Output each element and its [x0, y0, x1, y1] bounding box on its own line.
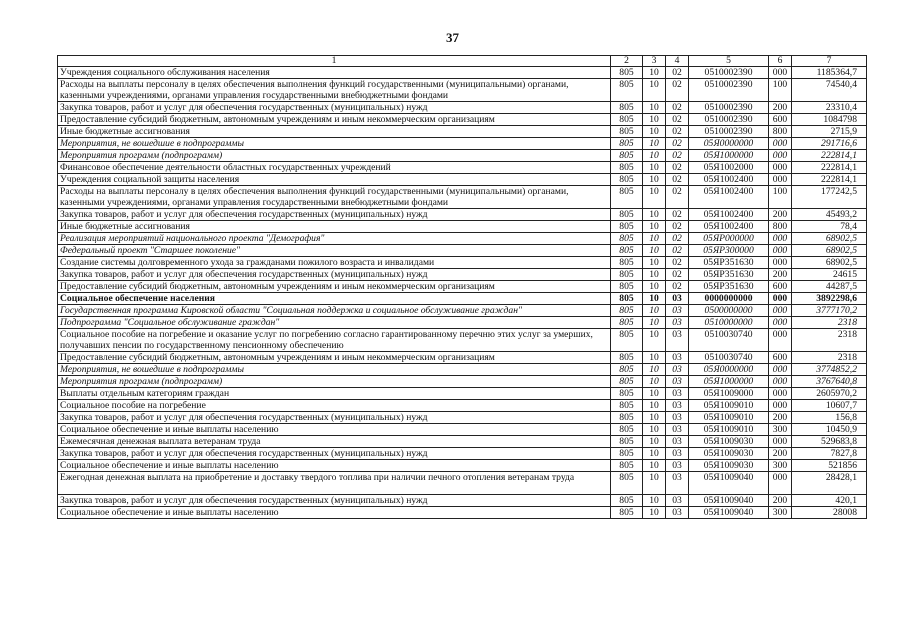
row-target-article: 05Я1009000 [689, 388, 769, 400]
row-subsection: 02 [666, 79, 689, 102]
row-section: 10 [643, 376, 666, 388]
row-ministry-code: 805 [611, 114, 643, 126]
row-expense-type: 200 [769, 495, 792, 507]
row-name: Подпрограмма "Социальное обслуживание граждан" [58, 317, 611, 329]
row-target-article: 05Я1002400 [689, 221, 769, 233]
row-section: 10 [643, 472, 666, 495]
row-ministry-code: 805 [611, 388, 643, 400]
row-expense-type: 200 [769, 209, 792, 221]
row-amount: 1084798 [792, 114, 867, 126]
row-subsection: 02 [666, 102, 689, 114]
row-target-article: 05Я1002400 [689, 186, 769, 209]
row-name: Учреждения социальной защиты населения [58, 174, 611, 186]
row-expense-type: 000 [769, 162, 792, 174]
row-section: 10 [643, 281, 666, 293]
row-expense-type: 000 [769, 376, 792, 388]
row-ministry-code: 805 [611, 138, 643, 150]
row-target-article: 05ЯP300000 [689, 245, 769, 257]
row-target-article: 05Я1009030 [689, 436, 769, 448]
row-ministry-code: 805 [611, 364, 643, 376]
table-row [58, 138, 867, 150]
row-ministry-code: 805 [611, 150, 643, 162]
row-target-article: 05Я1009040 [689, 507, 769, 519]
row-subsection: 03 [666, 352, 689, 364]
table-row [58, 281, 867, 293]
row-ministry-code: 805 [611, 221, 643, 233]
row-section: 10 [643, 317, 666, 329]
row-expense-type: 000 [769, 400, 792, 412]
table-row [58, 233, 867, 245]
row-subsection: 03 [666, 412, 689, 424]
row-subsection: 02 [666, 114, 689, 126]
row-subsection: 02 [666, 221, 689, 233]
row-name: Предоставление субсидий бюджетным, автономным учреждениям и иным некоммерческим организациям [58, 114, 611, 126]
row-subsection: 02 [666, 186, 689, 209]
row-target-article: 05Я1002400 [689, 209, 769, 221]
row-expense-type: 000 [769, 388, 792, 400]
row-amount: 74540,4 [792, 79, 867, 102]
row-ministry-code: 805 [611, 67, 643, 79]
row-subsection: 02 [666, 233, 689, 245]
row-amount: 68902,5 [792, 257, 867, 269]
row-section: 10 [643, 436, 666, 448]
table-row [58, 495, 867, 507]
row-subsection: 02 [666, 281, 689, 293]
table-row [58, 436, 867, 448]
row-ministry-code: 805 [611, 174, 643, 186]
row-amount: 2605970,2 [792, 388, 867, 400]
row-name: Закупка товаров, работ и услуг для обеспечения государственных (муниципальных) нужд [58, 102, 611, 114]
row-ministry-code: 805 [611, 233, 643, 245]
row-amount: 24615 [792, 269, 867, 281]
row-expense-type: 300 [769, 460, 792, 472]
row-section: 10 [643, 67, 666, 79]
table-row [58, 221, 867, 233]
row-section: 10 [643, 269, 666, 281]
row-section: 10 [643, 460, 666, 472]
row-section: 10 [643, 102, 666, 114]
row-name: Реализация мероприятий национального проекта "Демография" [58, 233, 611, 245]
row-target-article: 05Я1009040 [689, 495, 769, 507]
row-section: 10 [643, 174, 666, 186]
table-row [58, 376, 867, 388]
row-name: Федеральный проект "Старшее поколение" [58, 245, 611, 257]
row-subsection: 03 [666, 436, 689, 448]
row-section: 10 [643, 150, 666, 162]
row-expense-type: 200 [769, 269, 792, 281]
row-section: 10 [643, 233, 666, 245]
table-row [58, 114, 867, 126]
table-row [58, 102, 867, 114]
row-ministry-code: 805 [611, 305, 643, 317]
row-name: Финансовое обеспечение деятельности областных государственных учреждений [58, 162, 611, 174]
row-subsection: 03 [666, 424, 689, 436]
row-amount: 10450,9 [792, 424, 867, 436]
row-expense-type: 000 [769, 174, 792, 186]
row-ministry-code: 805 [611, 376, 643, 388]
row-ministry-code: 805 [611, 245, 643, 257]
row-ministry-code: 805 [611, 472, 643, 495]
row-target-article: 0510000000 [689, 317, 769, 329]
row-subsection: 02 [666, 257, 689, 269]
header-col-4: 4 [666, 56, 689, 67]
row-name: Мероприятия программ (подпрограмм) [58, 376, 611, 388]
row-amount: 28428,1 [792, 472, 867, 495]
row-name: Мероприятия программ (подпрограмм) [58, 150, 611, 162]
page-number: 37 [446, 30, 459, 45]
row-target-article: 05ЯP351630 [689, 257, 769, 269]
row-amount: 222814,1 [792, 174, 867, 186]
row-subsection: 03 [666, 293, 689, 305]
row-ministry-code: 805 [611, 317, 643, 329]
row-expense-type: 000 [769, 245, 792, 257]
row-subsection: 03 [666, 305, 689, 317]
table-row [58, 126, 867, 138]
header-col-7: 7 [792, 56, 867, 67]
row-subsection: 02 [666, 67, 689, 79]
row-expense-type: 100 [769, 186, 792, 209]
row-section: 10 [643, 209, 666, 221]
table-row [58, 186, 867, 209]
table-row [58, 460, 867, 472]
row-name: Учреждения социального обслуживания населения [58, 67, 611, 79]
row-target-article: 0510030740 [689, 329, 769, 352]
row-amount: 2715,9 [792, 126, 867, 138]
row-name: Создание системы долговременного ухода за гражданами пожилого возраста и инвалидами [58, 257, 611, 269]
row-target-article: 0510030740 [689, 352, 769, 364]
row-expense-type: 200 [769, 102, 792, 114]
row-ministry-code: 805 [611, 329, 643, 352]
row-section: 10 [643, 114, 666, 126]
header-col-1: 1 [58, 56, 611, 67]
row-expense-type: 300 [769, 424, 792, 436]
header-col-3: 3 [643, 56, 666, 67]
row-name: Закупка товаров, работ и услуг для обеспечения государственных (муниципальных) нужд [58, 209, 611, 221]
row-subsection: 02 [666, 245, 689, 257]
row-target-article: 05Я1002000 [689, 162, 769, 174]
row-ministry-code: 805 [611, 507, 643, 519]
row-ministry-code: 805 [611, 79, 643, 102]
row-ministry-code: 805 [611, 162, 643, 174]
row-subsection: 02 [666, 126, 689, 138]
row-ministry-code: 805 [611, 269, 643, 281]
header-col-5: 5 [689, 56, 769, 67]
row-section: 10 [643, 329, 666, 352]
row-subsection: 02 [666, 162, 689, 174]
row-expense-type: 300 [769, 507, 792, 519]
row-ministry-code: 805 [611, 186, 643, 209]
row-section: 10 [643, 400, 666, 412]
row-section: 10 [643, 257, 666, 269]
row-amount: 2318 [792, 352, 867, 364]
row-ministry-code: 805 [611, 400, 643, 412]
row-subsection: 03 [666, 400, 689, 412]
row-target-article: 05ЯP351630 [689, 281, 769, 293]
row-name: Расходы на выплаты персоналу в целях обеспечения выполнения функций государственными (муниципальными) органами, казенными учреждениями, органами управления государственными внебюджетными фондами [58, 79, 611, 102]
row-expense-type: 200 [769, 448, 792, 460]
table-row [58, 329, 867, 352]
table-row [58, 269, 867, 281]
row-target-article: 05Я1009010 [689, 424, 769, 436]
row-subsection: 03 [666, 317, 689, 329]
row-expense-type: 000 [769, 436, 792, 448]
row-expense-type: 800 [769, 126, 792, 138]
row-target-article: 05ЯP351630 [689, 269, 769, 281]
table-row [58, 257, 867, 269]
row-section: 10 [643, 448, 666, 460]
table-row [58, 305, 867, 317]
row-name: Мероприятия, не вошедшие в подпрограммы [58, 138, 611, 150]
row-expense-type: 600 [769, 281, 792, 293]
table-row [58, 388, 867, 400]
row-amount: 420,1 [792, 495, 867, 507]
row-expense-type: 000 [769, 364, 792, 376]
row-name: Закупка товаров, работ и услуг для обеспечения государственных (муниципальных) нужд [58, 495, 611, 507]
row-section: 10 [643, 221, 666, 233]
row-expense-type: 800 [769, 221, 792, 233]
row-name: Иные бюджетные ассигнования [58, 221, 611, 233]
table-row [58, 507, 867, 519]
row-amount: 177242,5 [792, 186, 867, 209]
header-col-6: 6 [769, 56, 792, 67]
row-target-article: 05Я1000000 [689, 150, 769, 162]
row-subsection: 02 [666, 150, 689, 162]
table-row [58, 472, 867, 495]
row-expense-type: 200 [769, 412, 792, 424]
row-name: Социальное пособие на погребение и оказание услуг по погребению согласно гарантированному перечню этих услуг за умерших, получавших пенсии по государственному пенсионному обеспечению [58, 329, 611, 352]
row-name: Социальное обеспечение и иные выплаты населению [58, 424, 611, 436]
table-row [58, 209, 867, 221]
row-amount: 3777170,2 [792, 305, 867, 317]
table-row [58, 364, 867, 376]
table-row [58, 150, 867, 162]
row-subsection: 03 [666, 388, 689, 400]
row-target-article: 0510002390 [689, 79, 769, 102]
row-amount: 2318 [792, 317, 867, 329]
row-amount: 44287,5 [792, 281, 867, 293]
row-expense-type: 000 [769, 305, 792, 317]
row-section: 10 [643, 79, 666, 102]
row-name: Выплаты отдельным категориям граждан [58, 388, 611, 400]
table-row [58, 448, 867, 460]
row-ministry-code: 805 [611, 126, 643, 138]
row-subsection: 03 [666, 507, 689, 519]
row-ministry-code: 805 [611, 436, 643, 448]
row-subsection: 02 [666, 174, 689, 186]
table-row [58, 245, 867, 257]
row-subsection: 03 [666, 329, 689, 352]
row-target-article: 05Я1009010 [689, 412, 769, 424]
row-ministry-code: 805 [611, 102, 643, 114]
row-amount: 78,4 [792, 221, 867, 233]
header-col-2: 2 [611, 56, 643, 67]
row-section: 10 [643, 245, 666, 257]
row-amount: 3892298,6 [792, 293, 867, 305]
table-row [58, 400, 867, 412]
row-expense-type: 600 [769, 352, 792, 364]
table-row [58, 424, 867, 436]
row-section: 10 [643, 126, 666, 138]
table-row [58, 162, 867, 174]
row-expense-type: 000 [769, 150, 792, 162]
row-section: 10 [643, 162, 666, 174]
row-expense-type: 100 [769, 79, 792, 102]
row-section: 10 [643, 364, 666, 376]
row-target-article: 05Я1000000 [689, 376, 769, 388]
row-expense-type: 600 [769, 114, 792, 126]
table-row [58, 67, 867, 79]
row-section: 10 [643, 495, 666, 507]
row-amount: 68902,5 [792, 245, 867, 257]
row-amount: 291716,6 [792, 138, 867, 150]
row-ministry-code: 805 [611, 352, 643, 364]
row-name: Закупка товаров, работ и услуг для обеспечения государственных (муниципальных) нужд [58, 269, 611, 281]
table-row [58, 352, 867, 364]
row-subsection: 02 [666, 269, 689, 281]
row-amount: 529683,8 [792, 436, 867, 448]
row-name: Иные бюджетные ассигнования [58, 126, 611, 138]
table-body [58, 56, 867, 519]
row-name: Социальное обеспечение населения [58, 293, 611, 305]
table-row [58, 412, 867, 424]
row-section: 10 [643, 507, 666, 519]
row-expense-type: 000 [769, 317, 792, 329]
row-section: 10 [643, 352, 666, 364]
table-row [58, 174, 867, 186]
row-subsection: 03 [666, 460, 689, 472]
row-amount: 68902,5 [792, 233, 867, 245]
row-section: 10 [643, 138, 666, 150]
row-section: 10 [643, 305, 666, 317]
row-target-article: 05Я1002400 [689, 174, 769, 186]
row-amount: 23310,4 [792, 102, 867, 114]
table-row [58, 293, 867, 305]
row-target-article: 05Я0000000 [689, 364, 769, 376]
row-name: Предоставление субсидий бюджетным, автономным учреждениям и иным некоммерческим организациям [58, 352, 611, 364]
table-row [58, 317, 867, 329]
row-amount: 28008 [792, 507, 867, 519]
row-name: Ежемесячная денежная выплата ветеранам труда [58, 436, 611, 448]
row-subsection: 03 [666, 364, 689, 376]
row-amount: 2318 [792, 329, 867, 352]
row-amount: 3774852,2 [792, 364, 867, 376]
row-target-article: 0510002390 [689, 114, 769, 126]
row-amount: 7827,8 [792, 448, 867, 460]
row-name: Закупка товаров, работ и услуг для обеспечения государственных (муниципальных) нужд [58, 412, 611, 424]
row-ministry-code: 805 [611, 448, 643, 460]
row-section: 10 [643, 186, 666, 209]
row-section: 10 [643, 412, 666, 424]
row-name: Мероприятия, не вошедшие в подпрограммы [58, 364, 611, 376]
row-target-article: 05Я1009040 [689, 472, 769, 495]
row-target-article: 0510002390 [689, 102, 769, 114]
row-amount: 222814,1 [792, 150, 867, 162]
row-expense-type: 000 [769, 329, 792, 352]
row-subsection: 03 [666, 448, 689, 460]
row-ministry-code: 805 [611, 424, 643, 436]
row-target-article: 05Я0000000 [689, 138, 769, 150]
row-target-article: 05Я1009030 [689, 460, 769, 472]
row-section: 10 [643, 388, 666, 400]
row-subsection: 02 [666, 138, 689, 150]
row-ministry-code: 805 [611, 460, 643, 472]
row-ministry-code: 805 [611, 412, 643, 424]
row-amount: 1185364,7 [792, 67, 867, 79]
row-expense-type: 000 [769, 472, 792, 495]
row-name: Государственная программа Кировской области "Социальная поддержка и социальное обслуживание граждан" [58, 305, 611, 317]
table-row [58, 79, 867, 102]
row-name: Расходы на выплаты персоналу в целях обеспечения выполнения функций государственными (муниципальными) органами, казенными учреждениями, органами управления государственными внебюджетными фондами [58, 186, 611, 209]
row-ministry-code: 805 [611, 281, 643, 293]
row-name: Закупка товаров, работ и услуг для обеспечения государственных (муниципальных) нужд [58, 448, 611, 460]
row-name: Социальное обеспечение и иные выплаты населению [58, 507, 611, 519]
row-name: Предоставление субсидий бюджетным, автономным учреждениям и иным некоммерческим организациям [58, 281, 611, 293]
row-amount: 156,8 [792, 412, 867, 424]
row-target-article: 0500000000 [689, 305, 769, 317]
row-target-article: 05ЯP000000 [689, 233, 769, 245]
row-ministry-code: 805 [611, 209, 643, 221]
row-amount: 45493,2 [792, 209, 867, 221]
row-subsection: 03 [666, 472, 689, 495]
row-target-article: 0510002390 [689, 126, 769, 138]
row-ministry-code: 805 [611, 257, 643, 269]
budget-table [57, 55, 867, 519]
row-subsection: 03 [666, 376, 689, 388]
row-expense-type: 000 [769, 138, 792, 150]
row-amount: 222814,1 [792, 162, 867, 174]
row-amount: 521856 [792, 460, 867, 472]
row-target-article: 0510002390 [689, 67, 769, 79]
row-expense-type: 000 [769, 293, 792, 305]
row-expense-type: 000 [769, 233, 792, 245]
row-ministry-code: 805 [611, 293, 643, 305]
row-ministry-code: 805 [611, 495, 643, 507]
row-target-article: 0000000000 [689, 293, 769, 305]
row-subsection: 02 [666, 209, 689, 221]
row-expense-type: 000 [769, 67, 792, 79]
row-section: 10 [643, 424, 666, 436]
row-amount: 10607,7 [792, 400, 867, 412]
row-name: Социальное пособие на погребение [58, 400, 611, 412]
row-section: 10 [643, 293, 666, 305]
row-target-article: 05Я1009010 [689, 400, 769, 412]
row-subsection: 03 [666, 495, 689, 507]
row-target-article: 05Я1009030 [689, 448, 769, 460]
row-amount: 3767640,8 [792, 376, 867, 388]
row-name: Ежегодная денежная выплата на приобретение и доставку твердого топлива при наличии печного отопления ветеранам труда [58, 472, 611, 495]
table-header-row [58, 56, 867, 67]
row-expense-type: 000 [769, 257, 792, 269]
row-name: Социальное обеспечение и иные выплаты населению [58, 460, 611, 472]
